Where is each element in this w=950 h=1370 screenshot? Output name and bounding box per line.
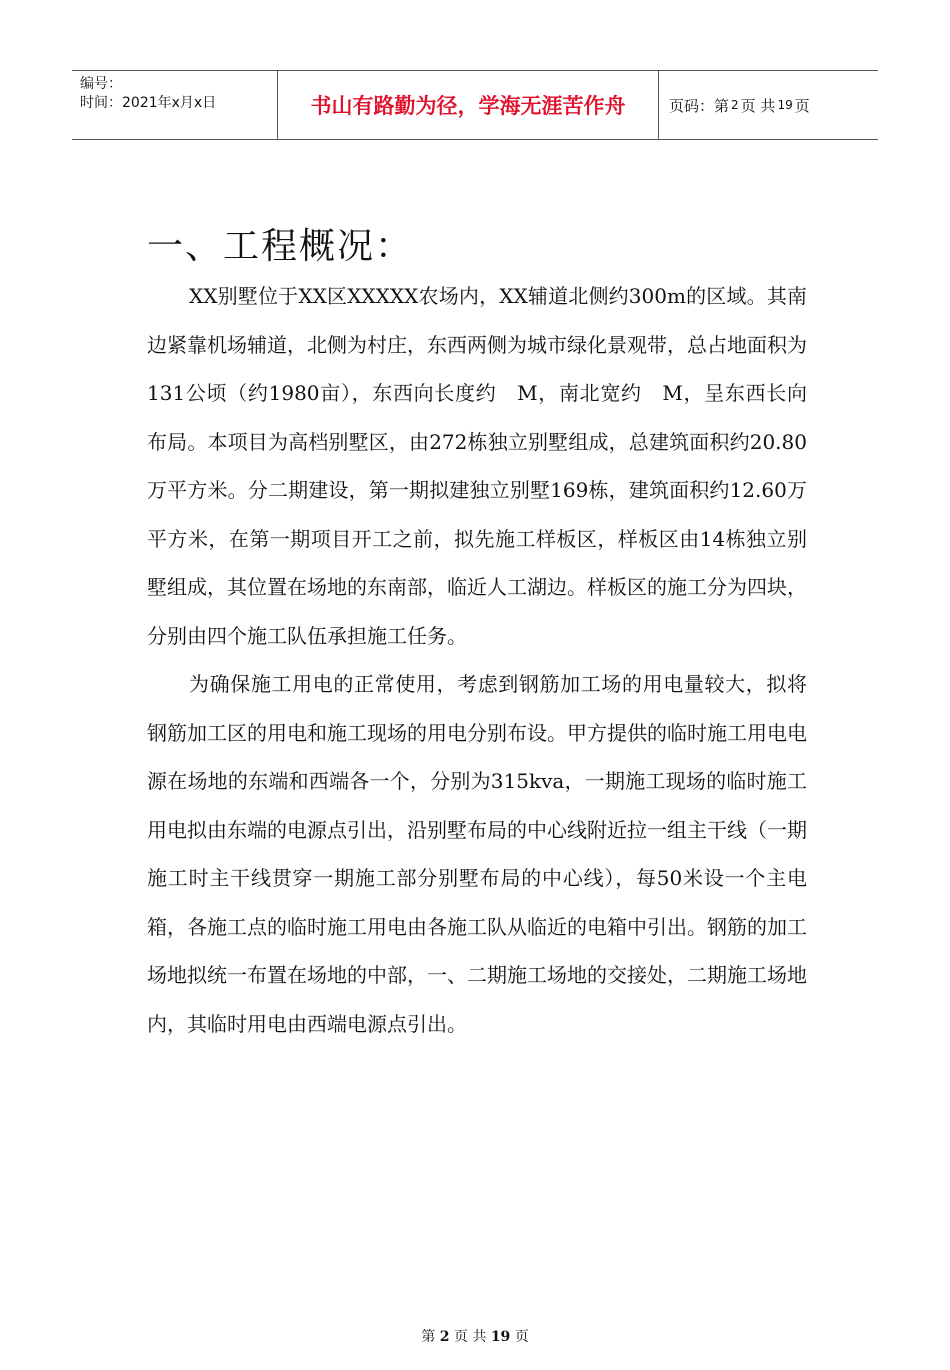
document-number-label: 编号： xyxy=(80,76,122,92)
footer-current-page: 2 xyxy=(439,1329,450,1345)
header-motto: 书山有路勤为径，学海无涯苦作舟 xyxy=(278,71,659,139)
header-page-number xyxy=(659,71,878,139)
body-text xyxy=(147,272,807,1048)
footer-total-pages: 19 xyxy=(490,1329,511,1345)
section-title: 一、工程概况： xyxy=(147,226,414,267)
footer-mid: 页 共 xyxy=(453,1329,487,1345)
page-total: 19 xyxy=(777,98,793,112)
page-prefix: 页码：第 xyxy=(669,96,730,115)
paragraph: 为确保施工用电的正常使用，考虑到钢筋加工场的用电量较大，拟将钢筋加工区的用电和施工现场的用电分别布设。甲方提供的临时施工用电电源在场地的东端和西端各一个，分别为315kva，一期施工现场的临时施工用电拟由东端的电源点引出，沿别墅布局的中心线附近拉一组主干线（一期施工时主干线贯穿一期施工部分别墅布局的中心线），每50米设一个主电箱，各施工点的临时施工用电由各施工队从临近的电箱中引出。钢筋的加工场地拟统一布置在场地的中部，一、二期施工场地的交接处，二期施工场地内，其临时用电由西端电源点引出。 xyxy=(147,672,807,1036)
page-suffix: 页 xyxy=(794,96,810,115)
footer-suffix: 页 xyxy=(514,1329,529,1345)
page-header xyxy=(72,70,878,140)
page-footer xyxy=(0,1326,950,1346)
page-current: 2 xyxy=(731,98,739,112)
paragraph: XX别墅位于XX区XXXXX农场内，XX辅道北侧约300m的区域。其南边紧靠机场辅道，北侧为村庄，东西两侧为城市绿化景观带，总占地面积为131公顷（约1980亩），东西向长度约 M，南北宽约 M，呈东西长向布局。本项目为高档别墅区，由272栋独立别墅组成，总建筑面积约20.80万平方米。分二期建设，第一期拟建独立别墅169栋，建筑面积约12.60万平方米，在第一期项目开工之前，拟先施工样板区，样板区由14栋独立别墅组成，其位置在场地的东南部，临近人工湖边。样板区的施工分为四块，分别由四个施工队伍承担施工任务。 xyxy=(147,284,807,648)
footer-prefix: 第 xyxy=(421,1329,436,1345)
page-mid: 页 共 xyxy=(740,96,776,115)
document-time-label: 时间：2021年x月x日 xyxy=(80,95,217,111)
header-meta xyxy=(72,71,278,139)
